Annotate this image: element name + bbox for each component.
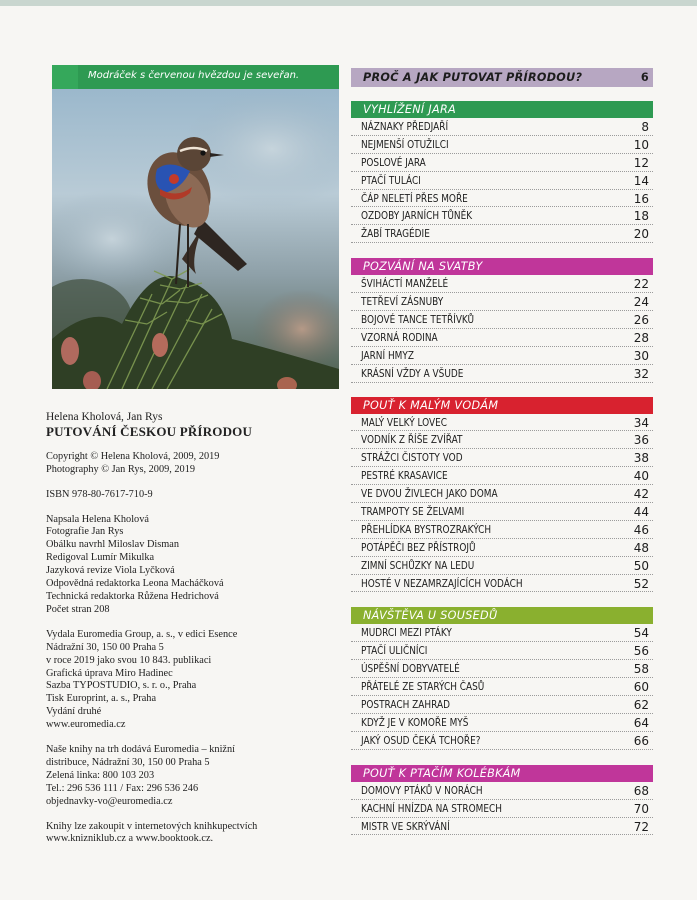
colophon-line: Vydání druhé <box>46 706 102 718</box>
colophon-spacer <box>46 502 316 514</box>
bluethroat-illustration <box>52 89 339 389</box>
toc-entry <box>351 624 653 642</box>
toc-entry <box>351 539 653 557</box>
toc-entry-title: ŠVIHÁCTÍ MANŽELÉ <box>361 278 449 291</box>
colophon-line: Nádražní 30, 150 00 Praha 5 <box>46 641 164 653</box>
toc-entry-page: 24 <box>633 295 649 310</box>
colophon-line: Redigoval Lumír Mikulka <box>46 552 155 564</box>
toc-entry-title: POTÁPĚČI BEZ PŘÍSTROJŮ <box>361 541 476 554</box>
toc-entry-page: 64 <box>633 715 649 730</box>
toc-entry-page: 46 <box>633 522 649 537</box>
toc-entry <box>351 557 653 575</box>
toc-entry-title: NÁZNAKY PŘEDJAŘÍ <box>361 121 449 133</box>
toc-section <box>351 607 653 749</box>
toc-entry <box>351 414 653 432</box>
toc-entry-page: 12 <box>633 155 649 170</box>
toc-entry <box>351 521 653 539</box>
toc-entry-title: MISTR VE SKRÝVÁNÍ <box>361 820 450 833</box>
toc-entry <box>351 818 653 836</box>
toc-entry-title: KRÁSNÍ VŽDY A VŠUDE <box>361 367 464 380</box>
toc-entry <box>351 660 653 678</box>
toc-entry <box>351 678 653 696</box>
toc-entry-page: 30 <box>633 348 649 363</box>
toc-entry-page: 18 <box>633 209 649 224</box>
toc-entry-page: 8 <box>641 120 649 134</box>
toc-entry-page: 72 <box>633 819 649 834</box>
colophon-line: Jazyková revize Viola Lyčková <box>46 565 175 577</box>
toc-entry-page: 40 <box>633 469 649 484</box>
colophon-line: www.euromedia.cz <box>46 719 126 731</box>
bird-photo <box>52 89 339 389</box>
toc-entry-page: 26 <box>633 313 649 328</box>
toc-entry-title: JAKÝ OSUD ČEKÁ TCHOŘE? <box>361 734 481 747</box>
colophon-spacer <box>46 477 316 489</box>
toc-entry-title: KDYŽ JE V KOMOŘE MYŠ <box>361 716 469 729</box>
colophon-line: Sazba TYPOSTUDIO, s. r. o., Praha <box>46 680 197 692</box>
toc-entry-page: 14 <box>633 173 649 188</box>
toc-entry <box>351 485 653 503</box>
toc-entry <box>351 136 653 154</box>
toc-entry-page: 16 <box>633 191 649 206</box>
toc-sections <box>351 101 653 835</box>
toc-entry <box>351 172 653 190</box>
toc-entry-title: ZIMNÍ SCHŮZKY NA LEDU <box>361 559 475 572</box>
toc-section <box>351 101 653 243</box>
photo-caption-text: Modráček s červenou hvězdou je seveřan. <box>88 70 300 81</box>
colophon-line: Zelená linka: 800 103 203 <box>46 769 155 781</box>
toc-entry <box>351 293 653 311</box>
toc-entry-page: 10 <box>633 137 649 152</box>
toc-entry-title: PŘEHLÍDKA BYSTROZRAKÝCH <box>361 523 492 536</box>
toc-entry <box>351 329 653 347</box>
toc-entry-title: NEJMENŠÍ OTUŽILCI <box>361 138 449 151</box>
toc-entry-title: PŘÁTELÉ ZE STARÝCH ČASŮ <box>361 681 485 694</box>
toc-entry-title: PTAČÍ TULÁCI <box>361 174 421 187</box>
toc-entry-title: JARNÍ HMYZ <box>361 349 414 362</box>
toc-entry-title: HOSTÉ V NEZAMRZAJÍCÍCH VODÁCH <box>361 577 523 590</box>
toc-entry <box>351 696 653 714</box>
toc-entry-page: 52 <box>633 576 649 591</box>
toc-entry-page: 70 <box>633 801 649 816</box>
colophon-line: distribuce, Nádražní 30, 150 00 Praha 5 <box>46 756 210 768</box>
colophon-spacer <box>46 732 316 744</box>
toc-entry-page: 62 <box>633 698 649 713</box>
toc-entry <box>351 642 653 660</box>
toc-entry-title: MUDRCI MEZI PTÁKY <box>361 627 452 640</box>
toc-entry-title: POSTRACH ZAHRAD <box>361 699 450 712</box>
toc-entry-page: 28 <box>633 330 649 345</box>
toc-entry-title: ÚSPĚŠNÍ DOBYVATELÉ <box>361 663 460 676</box>
colophon-line: Technická redaktorka Růžena Hedrichová <box>46 590 219 602</box>
colophon-line: Grafická úprava Miro Hadinec <box>46 667 173 679</box>
toc-entry-page: 48 <box>633 540 649 555</box>
toc-entry-title: KACHNÍ HNÍZDA NA STROMECH <box>361 802 502 815</box>
colophon-line: Tisk Europrint, a. s., Praha <box>46 693 157 705</box>
toc-entry <box>351 449 653 467</box>
toc-entry-page: 34 <box>633 415 649 430</box>
toc-entry-page: 58 <box>633 662 649 677</box>
colophon-line: www.knizniklub.cz a www.booktook.cz. <box>46 833 214 845</box>
toc-entry <box>351 714 653 732</box>
colophon-line: Počet stran 208 <box>46 603 110 615</box>
toc-entry <box>351 503 653 521</box>
toc-section <box>351 765 653 836</box>
colophon-line: Obálku navrhl Miloslav Disman <box>46 539 179 551</box>
toc-entry-title: VE DVOU ŽIVLECH JAKO DOMA <box>361 488 498 501</box>
colophon <box>46 411 316 846</box>
toc-entry-page: 56 <box>633 644 649 659</box>
colophon-line: Fotografie Jan Rys <box>46 526 124 538</box>
toc-entry-page: 66 <box>633 733 649 748</box>
toc-entry-page: 38 <box>633 451 649 466</box>
toc-section-heading: POZVÁNÍ NA SVATBY <box>351 258 653 275</box>
toc-entry-page: 32 <box>633 366 649 381</box>
toc-entry-page: 20 <box>633 227 649 242</box>
colophon-line: ISBN 978-80-7617-710-9 <box>46 488 153 500</box>
toc-entry <box>351 431 653 449</box>
toc-entry-page: 68 <box>633 783 649 798</box>
toc-section-heading: VYHLÍŽENÍ JARA <box>351 101 653 118</box>
toc-entry-title: BOJOVÉ TANCE TETŘÍVKŮ <box>361 314 475 327</box>
toc-entry-title: VZORNÁ RODINA <box>361 331 438 344</box>
toc-entry-page: 36 <box>633 433 649 448</box>
toc-entry-page: 60 <box>633 680 649 695</box>
toc-entry-title: VODNÍK Z ŘÍŠE ZVÍŘAT <box>361 434 463 447</box>
toc-section-heading: POUŤ K MALÝM VODÁM <box>351 397 653 414</box>
toc-entry <box>351 782 653 800</box>
toc-section-heading: NÁVŠTĚVA U SOUSEDŮ <box>351 607 653 624</box>
colophon-line: Naše knihy na trh dodává Euromedia – knižní <box>46 744 236 756</box>
toc-intro-page: 6 <box>640 71 649 84</box>
toc-entry <box>351 118 653 136</box>
colophon-line: objednavky-vo@euromedia.cz <box>46 795 173 807</box>
toc-entry-title: OZDOBY JARNÍCH TŮNĚK <box>361 210 473 223</box>
book-title: PUTOVÁNÍ ČESKOU PŘÍRODOU <box>46 423 253 439</box>
colophon-line: Photography © Jan Rys, 2009, 2019 <box>46 463 195 475</box>
toc-entry <box>351 365 653 383</box>
colophon-line: Copyright © Helena Kholová, 2009, 2019 <box>46 450 220 462</box>
toc-entry <box>351 207 653 225</box>
toc-entry <box>351 190 653 208</box>
toc-entry <box>351 154 653 172</box>
toc-entry <box>351 311 653 329</box>
toc-section <box>351 397 653 593</box>
colophon-line: v roce 2019 jako svou 10 843. publikaci <box>46 654 212 666</box>
toc-entry-title: MALÝ VELKÝ LOVEC <box>361 416 448 429</box>
toc-section-heading: POUŤ K PTAČÍM KOLÉBKÁM <box>351 765 653 782</box>
toc-entry-page: 54 <box>633 626 649 641</box>
toc-entry-title: STRÁŽCI ČISTOTY VOD <box>361 452 463 465</box>
toc-entry-title: ČÁP NELETÍ PŘES MOŘE <box>361 192 468 205</box>
toc-entry-title: PESTRÉ KRASAVICE <box>361 470 448 483</box>
toc-intro-heading <box>351 68 653 87</box>
colophon-authors: Helena Kholová, Jan Rys <box>46 411 163 423</box>
toc-entry <box>351 347 653 365</box>
toc-entry-page: 44 <box>633 505 649 520</box>
toc-entry-title: PTAČÍ ULIČNÍCI <box>361 645 428 658</box>
toc-entry <box>351 732 653 750</box>
toc-entry <box>351 800 653 818</box>
toc-entry-page: 50 <box>633 558 649 573</box>
toc-entry-title: TETŘEVÍ ZÁSNUBY <box>361 296 444 309</box>
colophon-spacer <box>46 809 316 821</box>
toc-entry <box>351 225 653 243</box>
colophon-spacer <box>46 439 316 451</box>
toc-entry-title: POSLOVÉ JARA <box>361 156 426 169</box>
colophon-line: Odpovědná redaktorka Leona Macháčková <box>46 578 224 590</box>
toc-entry <box>351 275 653 293</box>
colophon-lines <box>46 451 316 847</box>
toc-entry <box>351 467 653 485</box>
colophon-line: Vydala Euromedia Group, a. s., v edici Esence <box>46 628 238 640</box>
toc-intro-title: PROČ A JAK PUTOVAT PŘÍRODOU? <box>363 71 583 84</box>
toc-entry-page: 22 <box>633 277 649 292</box>
colophon-spacer <box>46 617 316 629</box>
table-of-contents <box>351 68 653 835</box>
toc-entry-title: DOMOVY PTÁKŮ V NORÁCH <box>361 784 483 797</box>
toc-entry-title: ŽABÍ TRAGÉDIE <box>361 228 430 241</box>
colophon-line: Napsala Helena Kholová <box>46 513 149 525</box>
colophon-line: Tel.: 296 536 111 / Fax: 296 536 246 <box>46 782 199 794</box>
colophon-line: Knihy lze zakoupit v internetových knihkupectvích <box>46 820 258 832</box>
toc-entry-title: TRAMPOTY SE ŽELVAMI <box>361 506 465 519</box>
toc-entry <box>351 575 653 593</box>
photo-caption <box>52 65 339 89</box>
toc-entry-page: 42 <box>633 487 649 502</box>
toc-section <box>351 258 653 382</box>
